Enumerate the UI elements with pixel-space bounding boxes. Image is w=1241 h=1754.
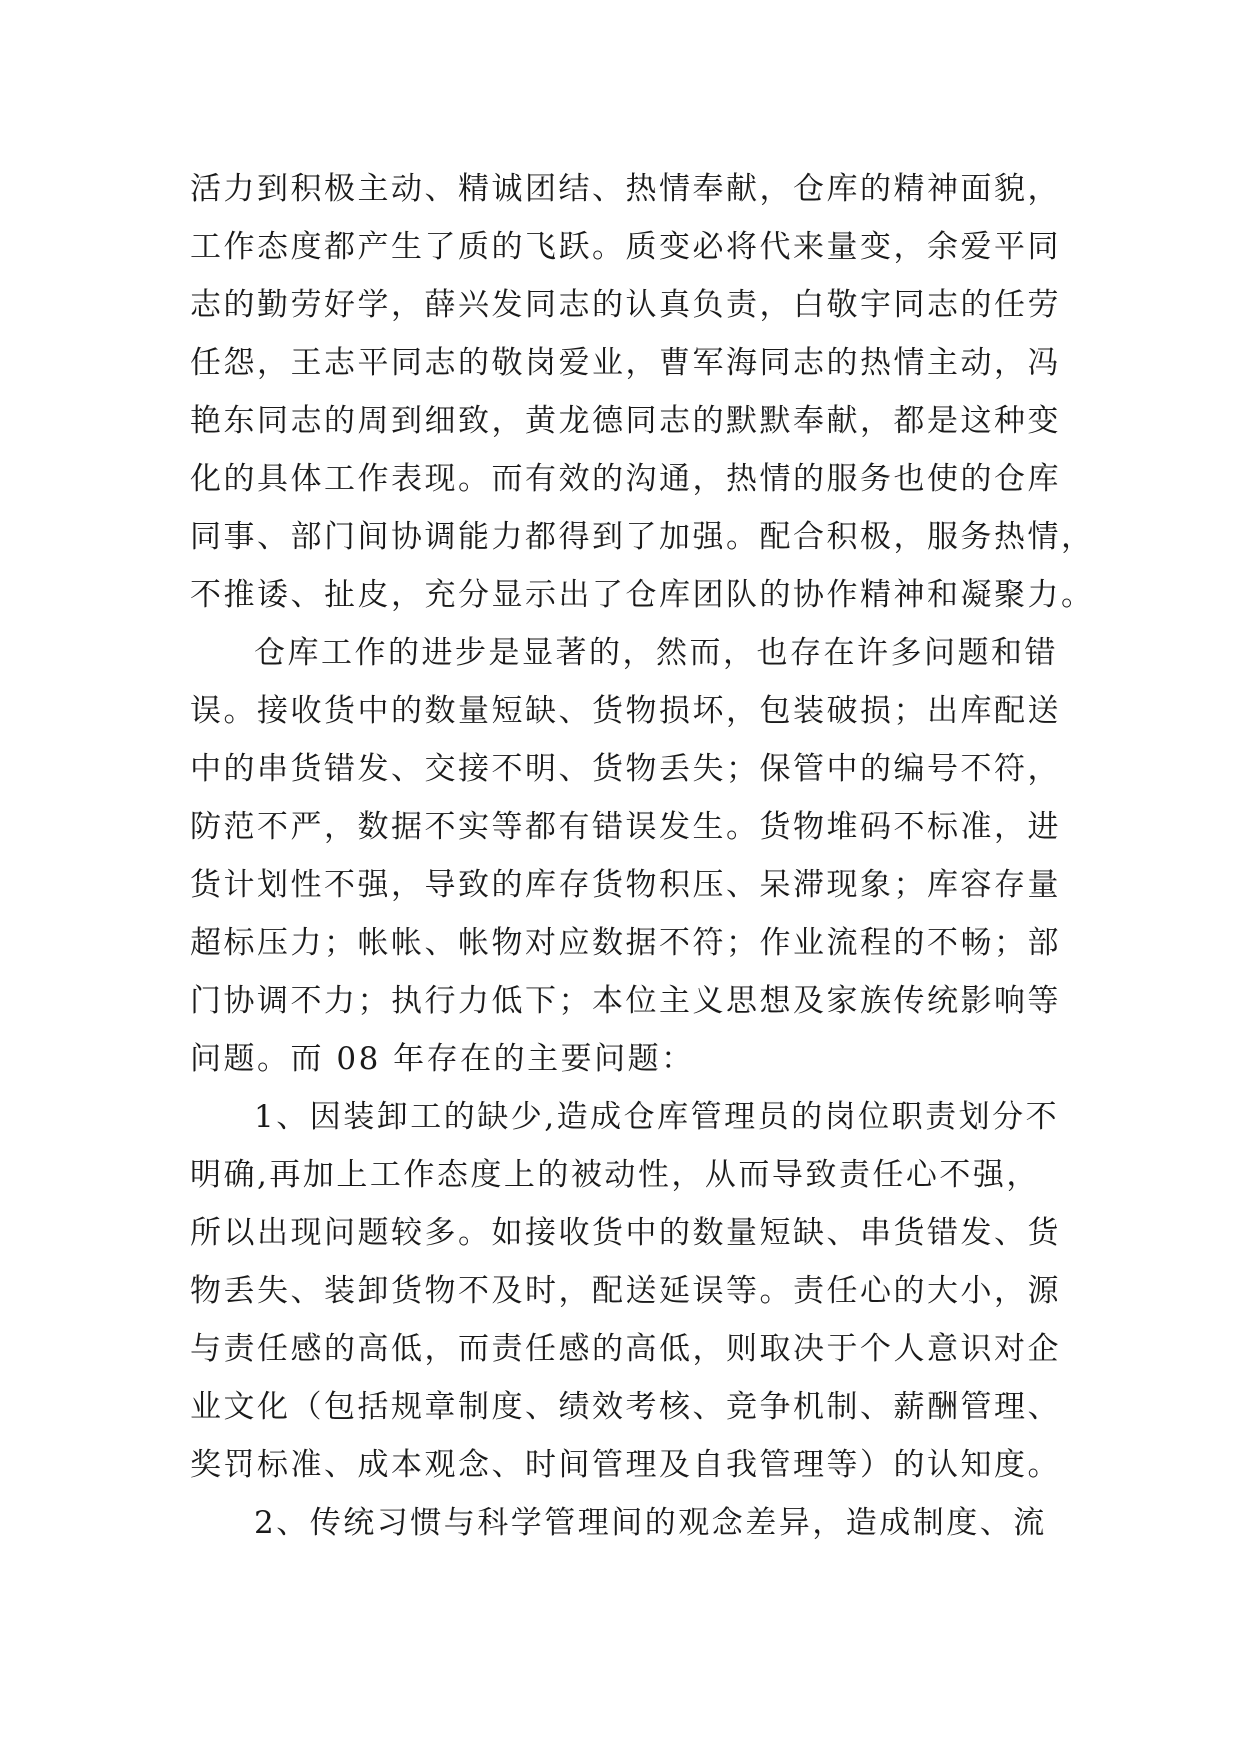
paragraph-start-line: 1、因装卸工的缺少,造成仓库管理员的岗位职责划分不: [254, 1099, 1060, 1135]
text-line: 超标压力；帐帐、帐物对应数据不符；作业流程的不畅；部: [190, 925, 1061, 961]
text-line: 误。接收货中的数量短缺、货物损坏，包装破损；出库配送: [190, 693, 1061, 729]
text-line: 志的勤劳好学，薛兴发同志的认真负责，白敬宇同志的任劳: [190, 287, 1061, 323]
text-line: 同事、部门间协调能力都得到了加强。配合积极，服务热情，: [190, 519, 1095, 555]
text-line: 化的具体工作表现。而有效的沟通，热情的服务也使的仓库: [190, 461, 1061, 497]
text-line: 中的串货错发、交接不明、货物丢失；保管中的编号不符，: [190, 751, 1061, 787]
text-line: 任怨，王志平同志的敬岗爱业，曹军海同志的热情主动，冯: [190, 345, 1061, 381]
paragraph-start-line: 2、传统习惯与科学管理间的观念差异，造成制度、流: [254, 1505, 1047, 1541]
text-line: 奖罚标准、成本观念、时间管理及自我管理等）的认知度。: [190, 1447, 1061, 1483]
text-line: 问题。而 08 年存在的主要问题：: [190, 1041, 695, 1077]
text-line: 门协调不力；执行力低下；本位主义思想及家族传统影响等: [190, 983, 1061, 1019]
body-text: [190, 160, 1095, 1552]
text-line: 所以出现问题较多。如接收货中的数量短缺、串货错发、货: [190, 1215, 1061, 1251]
text-line: 与责任感的高低，而责任感的高低，则取决于个人意识对企: [190, 1331, 1061, 1367]
text-line: 不推诿、扯皮，充分显示出了仓库团队的协作精神和凝聚力。: [190, 577, 1095, 613]
paragraph-start-line: 仓库工作的进步是显著的，然而，也存在许多问题和错: [254, 635, 1058, 671]
text-line: 业文化（包括规章制度、绩效考核、竞争机制、薪酬管理、: [190, 1389, 1061, 1425]
text-line: 明确,再加上工作态度上的被动性，从而导致责任心不强，: [190, 1157, 1040, 1193]
text-line: 货计划性不强，导致的库存货物积压、呆滞现象；库容存量: [190, 867, 1061, 903]
text-line: 物丢失、装卸货物不及时，配送延误等。责任心的大小，源: [190, 1273, 1061, 1309]
text-line: 活力到积极主动、精诚团结、热情奉献，仓库的精神面貌，: [190, 171, 1061, 207]
text-line: 工作态度都产生了质的飞跃。质变必将代来量变，余爱平同: [190, 229, 1061, 265]
text-line: 艳东同志的周到细致，黄龙德同志的默默奉献，都是这种变: [190, 403, 1061, 439]
text-line: 防范不严，数据不实等都有错误发生。货物堆码不标准，进: [190, 809, 1061, 845]
